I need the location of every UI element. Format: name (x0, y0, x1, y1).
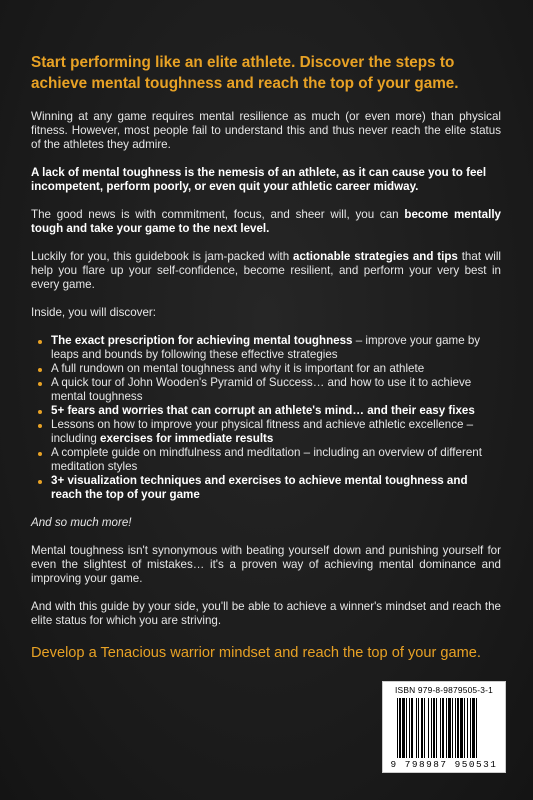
good-news-bold: become mentally tough and take your game to the next level. (31, 208, 501, 235)
bullet-dot-icon (38, 382, 42, 386)
bullet-dot-icon (38, 410, 42, 414)
isbn-barcode (382, 681, 506, 773)
barcode-bars (397, 698, 491, 758)
guidebook-text-2: that will help you flare up your self-confidence, become resilient, and perform your very best in every game. (31, 250, 501, 291)
list-item (51, 376, 501, 404)
bullet-dot-icon (38, 452, 42, 456)
nemesis-bold: A lack of mental toughness is the nemesis of an athlete, as it can cause you to feel incompetent, perform poorly, or even quit your athletic career midway. (31, 166, 487, 193)
bullet-text: – improve your game by leaps and bounds by following these effective strategies (51, 334, 481, 361)
paragraph-guidebook (31, 250, 501, 292)
bullet-text: A complete guide on mindfulness and meditation – including an overview of different meditation styles (51, 446, 482, 473)
bullet-dot-icon (38, 480, 42, 484)
paragraph-nemesis (31, 166, 501, 194)
good-news-text: The good news is with commitment, focus, and sheer will, you can (31, 208, 405, 221)
bullet-bold: 5+ fears and worries that can corrupt an athlete's mind… and their easy fixes (51, 404, 475, 417)
bullet-text: A quick tour of John Wooden's Pyramid of Success… and how to use it to achieve mental toughness (51, 376, 472, 403)
guidebook-text-1: Luckily for you, this guidebook is jam-packed with (31, 250, 294, 263)
bullet-dot-icon (38, 424, 42, 428)
bullet-dot-icon (38, 340, 42, 344)
bullet-bold: exercises for immediate results (100, 432, 274, 445)
paragraph-mental-toughness: Mental toughness isn't synonymous with beating yourself down and punishing yourself for even the slightest of mistakes… it's a proven way of achieving mental dominance and improving your game. (31, 544, 501, 585)
guidebook-bold: actionable strategies and tips (293, 250, 458, 263)
isbn-label: ISBN 979-8-9879505-3-1 (395, 685, 493, 695)
bullet-bold: The exact prescription for achieving mental toughness (51, 334, 353, 347)
paragraph-good-news (31, 208, 501, 236)
paragraph-intro: Winning at any game requires mental resilience as much (or even more) than physical fitness. However, most people fail to understand this and thus never reach the elite status of the athletes they admire. (31, 110, 501, 151)
list-item (51, 446, 501, 474)
paragraph-guide: And with this guide by your side, you'll be able to achieve a winner's mindset and reach the elite status for which you are striving. (31, 600, 501, 627)
bullet-text: A full rundown on mental toughness and why it is important for an athlete (51, 362, 425, 375)
list-item (51, 334, 501, 362)
list-item (51, 404, 501, 418)
bullet-text: Lessons on how to improve your physical fitness and achieve athletic excellence – including (51, 418, 474, 445)
list-item (51, 362, 501, 376)
so-much-more: And so much more! (31, 516, 132, 529)
list-item (51, 474, 501, 502)
inside-intro: Inside, you will discover: (31, 306, 157, 319)
bullet-list (31, 334, 501, 502)
bullet-bold: 3+ visualization techniques and exercises to achieve mental toughness and reach the top of your game (51, 474, 468, 501)
headline: Start performing like an elite athlete. Discover the steps to achieve mental toughness and reach the top of your game. (31, 54, 459, 92)
list-item (51, 418, 501, 446)
cover-text (31, 52, 501, 662)
closing-tagline: Develop a Tenacious warrior mindset and reach the top of your game. (31, 645, 481, 661)
barcode-digits: 9 798987 950531 (390, 759, 498, 770)
bullet-dot-icon (38, 368, 42, 372)
